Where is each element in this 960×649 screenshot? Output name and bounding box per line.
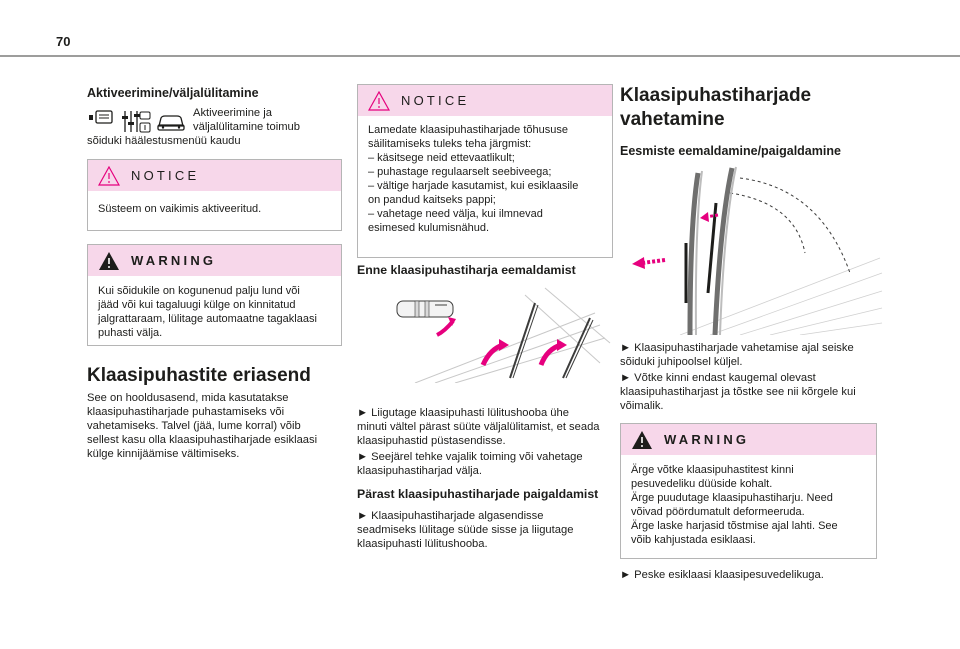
warning-line: Ärge puudutage klaasipuhastiharju. Need	[631, 492, 833, 504]
screen-icon	[87, 108, 187, 136]
voice-text-line: Aktiveerimine ja	[193, 107, 272, 119]
notice-line: – vältige harjade kasutamist, kui esiklaasile	[368, 180, 579, 192]
text-line: ► Võtke kinni endast kaugemal olevast	[620, 372, 816, 384]
car-icon	[158, 116, 184, 130]
text-line: minuti vältel pärast süüte väljalülitamist, et seada	[357, 421, 600, 433]
notice-header	[88, 160, 341, 191]
wiper-removal-illustration	[620, 163, 885, 335]
caution-triangle-icon	[98, 166, 120, 186]
warning-header	[621, 424, 876, 455]
text-line: sõiduki juhipoolsel küljel.	[620, 356, 743, 368]
warning-line: Ärge laske harjasid tõstmise ajal lahti. See	[631, 520, 838, 532]
warning-line: puhasti välja.	[98, 327, 163, 339]
header-rule	[0, 55, 960, 57]
warning-triangle-icon	[631, 430, 653, 450]
warning-title: WARNING	[131, 253, 217, 268]
text-line: külge kinnijäämise vältimiseks.	[87, 448, 240, 460]
notice-line: on pandud kaitseks pappi;	[368, 194, 496, 206]
section-title-replacement	[620, 84, 811, 132]
text-line: sellest kasu olla klaasipuhastiharjade esiklaasi	[87, 434, 318, 446]
voice-text-line: sõiduki häälestusmenüü kaudu	[87, 135, 241, 147]
text-line: ► Klaasipuhastiharjade algasendisse	[357, 510, 544, 522]
notice-line: – puhastage regulaarselt seebiveega;	[368, 166, 552, 178]
text-line: klaasipuhastiharjade puhastamiseks või	[87, 406, 285, 418]
warning-line: Kui sõidukile on kogunenud palju lund või	[98, 285, 300, 297]
warning-box-2	[620, 423, 877, 559]
caution-triangle-icon	[368, 91, 390, 111]
text-line: vahetamiseks. Talvel (jää, lume korral) võib	[87, 420, 301, 432]
warning-body	[88, 276, 341, 340]
wiper-arm-far	[708, 167, 736, 335]
notice-line: säilitamiseks tuleks teha järgmist:	[368, 138, 532, 150]
warning-title: WARNING	[664, 432, 750, 447]
heading-before-removal: Enne klaasipuhastiharja eemaldamist	[357, 263, 576, 277]
voice-text-line: väljalülitamine toimub	[193, 121, 300, 133]
text-line: klaasipuhastiharjast ja tõstke see nii kõrgele kui	[620, 386, 856, 398]
step-6: ► Peske esiklaasi klaasipesuvedelikuga.	[620, 569, 824, 581]
section-title-special-position: Klaasipuhastite eriasend	[87, 365, 311, 386]
text-line: klaasipuhastiharjad välja.	[357, 465, 483, 477]
text-line: seadmiseks lülitage süüde sisse ja liigutage	[357, 524, 574, 536]
notice-body: Süsteem on vaikimis aktiveeritud.	[98, 203, 262, 215]
voice-icons	[87, 108, 187, 136]
notice-title: NOTICE	[401, 93, 470, 108]
step-2	[357, 450, 622, 478]
heading-activation: Aktiveerimine/väljalülitamine	[87, 86, 259, 100]
warning-line: jalgrattaraam, lülitage automaatne tagaklaasi	[98, 313, 317, 325]
step-3	[357, 509, 622, 551]
heading-after-install: Pärast klaasipuhastiharjade paigaldamist	[357, 487, 599, 501]
warning-line: võib kahjustada esiklaasi.	[631, 534, 756, 546]
title-line: Klaasipuhastiharjade	[620, 85, 812, 106]
wiper-blade-right	[563, 318, 593, 378]
notice-line: – vahetage need välja, kui ilmnevad	[368, 208, 543, 220]
warning-body	[621, 455, 876, 547]
notice-line: esimesed kulumisnähud.	[368, 222, 490, 234]
warning-line: võivad pöördumatult deformeeruda.	[631, 506, 805, 518]
warning-line: pesuvedeliku düüside kohalt.	[631, 478, 773, 490]
title-line: vahetamine	[620, 109, 725, 130]
step-5	[620, 371, 885, 413]
text-line: ► Klaasipuhastiharjade vahetamise ajal seiske	[620, 342, 854, 354]
subheading-front: Eesmiste eemaldamine/paigaldamine	[620, 144, 841, 158]
text-line: ► Seejärel tehke vajalik toiming või vahetage	[357, 451, 583, 463]
notice-box-1	[87, 159, 342, 231]
section-text	[87, 391, 347, 461]
notice-line: – käsitsege neid ettevaatlikult;	[368, 152, 515, 164]
notice-line: Lamedate klaasipuhastiharjade tõhususe	[368, 124, 568, 136]
step-1	[357, 406, 622, 448]
wiper-stalk-icon	[397, 301, 453, 317]
warning-triangle-icon	[98, 251, 120, 271]
text-line: ► Liigutage klaasipuhasti lülitushooba ühe	[357, 407, 569, 419]
text-line: klaasipuhastid püstasendisse.	[357, 435, 506, 447]
text-line: klaasipuhasti lülitushooba.	[357, 538, 488, 550]
notice-header	[358, 85, 612, 116]
notice-box-2	[357, 84, 613, 258]
notice-body	[358, 116, 612, 235]
text-line: See on hooldusasend, mida kasutatakse	[87, 392, 289, 404]
warning-line: Ärge võtke klaasipuhastitest kinni	[631, 464, 794, 476]
step-4	[620, 341, 885, 369]
warning-box-1	[87, 244, 342, 346]
warning-line: jääd või kui tagaluugi külge on kinnitatud	[98, 299, 296, 311]
page-number: 70	[56, 34, 71, 49]
sliders-icon	[122, 111, 150, 132]
notice-title: NOTICE	[131, 168, 200, 183]
wiper-arm-near	[686, 171, 702, 335]
warning-header	[88, 245, 341, 276]
wiper-lever-illustration	[395, 283, 620, 383]
text-line: võimalik.	[620, 400, 664, 412]
